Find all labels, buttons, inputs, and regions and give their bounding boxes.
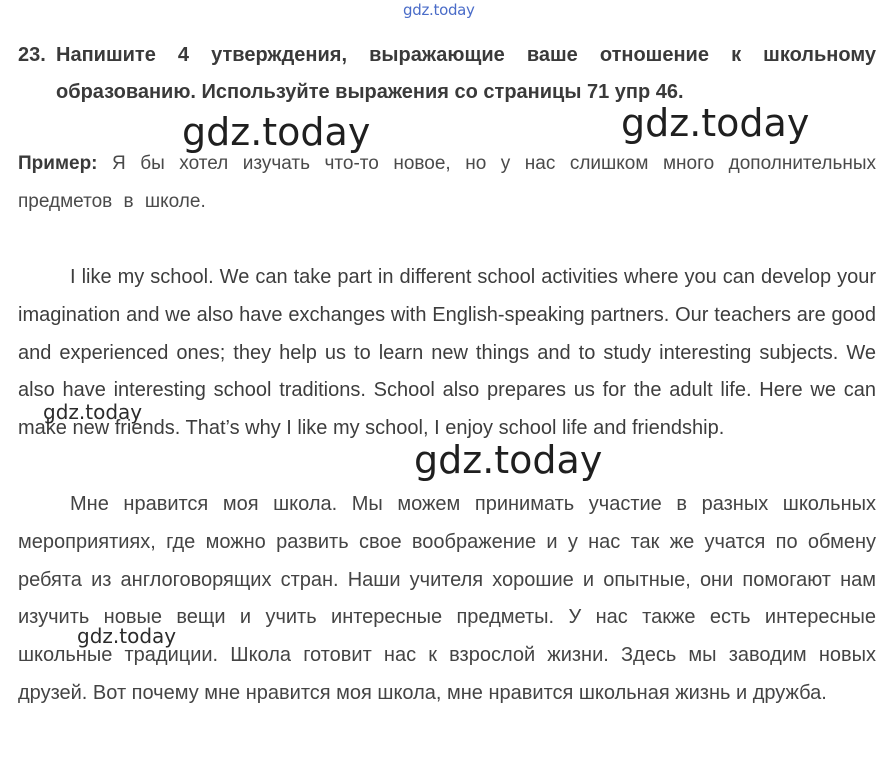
task-text: Напишите 4 утверждения, выражающие ваше отношение к школьному образованию. Используйте выражения со страницы 71 упр 46. <box>56 44 876 103</box>
watermark-small: gdz.today <box>77 624 177 648</box>
watermark-large: gdz.today <box>414 438 603 482</box>
watermark-large: gdz.today <box>182 110 371 154</box>
example-text: Я бы хотел изучать что-то новое, но у нас слишком много дополнительных предметов в школе. <box>18 153 876 212</box>
answer-russian: Мне нравится моя школа. Мы можем принимать участие в разных школьных мероприятиях, где можно развить свое воображение и у нас так же учатся по обмену ребята из англоговорящих стран. Наши учителя хорошие и опытные, они помогают нам изучить новые вещи и учить интересные предметы. У нас также есть интересные школьные традиции. Школа готовит нас к взрослой жизни. Здесь мы заводим новых друзей. Вот почему мне нравится моя школа, мне нравится школьная жизнь и дружба. <box>18 493 876 704</box>
task-number: 23. <box>18 44 46 66</box>
answer-english: I like my school. We can take part in different school activities where you can develop your imagination and we also have exchanges with English-speaking partners. Our teachers are good and experienced ones; they help us to learn new things and to study interesting subjects. We also have interesting school traditions. School also prepares us for the adult life. Here we can make new friends. That’s why I like my school, I enjoy school life and friendship. <box>18 266 876 440</box>
watermark-small: gdz.today <box>43 400 143 424</box>
watermark-top: gdz.today <box>403 1 475 19</box>
example-label: Пример: <box>18 153 98 174</box>
watermark-large: gdz.today <box>621 101 810 145</box>
example-paragraph <box>18 145 876 221</box>
